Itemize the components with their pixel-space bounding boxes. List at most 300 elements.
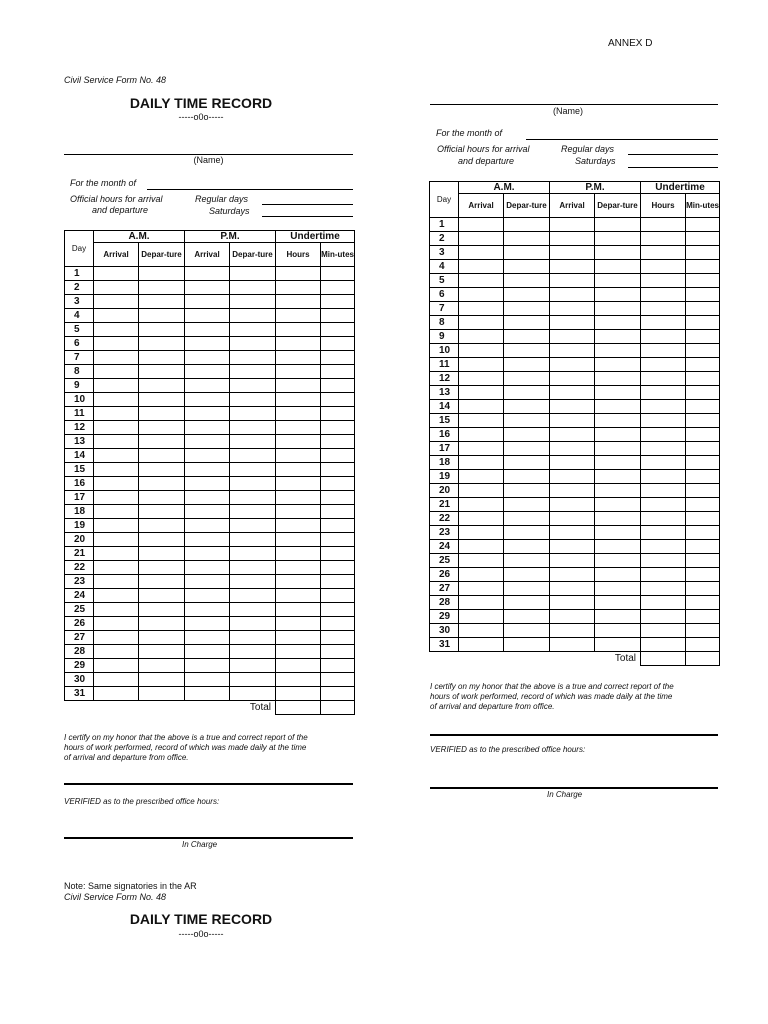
pm-arrival-cell — [185, 351, 230, 365]
am-departure-cell — [139, 673, 185, 687]
undertime-hours-cell — [641, 372, 686, 386]
day-row — [65, 645, 355, 659]
pm-arrival-cell — [550, 344, 595, 358]
pm-departure-cell — [595, 302, 641, 316]
pm-arrival-cell — [550, 218, 595, 232]
am-arrival-cell — [459, 610, 504, 624]
am-arrival-cell — [459, 218, 504, 232]
am-departure-cell — [139, 561, 185, 575]
am-departure-cell — [139, 435, 185, 449]
am-departure-cell — [504, 624, 550, 638]
total-minutes-cell — [321, 701, 355, 715]
day-row — [65, 561, 355, 575]
undertime-hours-cell — [276, 547, 321, 561]
pm-arrival-cell — [185, 505, 230, 519]
pm-arrival-cell — [185, 589, 230, 603]
undertime-hours-cell — [641, 428, 686, 442]
day-number: 12 — [430, 372, 459, 386]
undertime-minutes-cell — [321, 365, 355, 379]
am-departure-cell — [504, 638, 550, 652]
day-row — [65, 337, 355, 351]
day-number: 15 — [65, 463, 94, 477]
employee-signature-line-right — [430, 734, 718, 736]
am-departure-cell — [139, 631, 185, 645]
day-number: 15 — [430, 414, 459, 428]
pm-departure-cell — [595, 596, 641, 610]
undertime-hours-cell — [641, 386, 686, 400]
undertime-hours-cell — [641, 624, 686, 638]
pm-departure-cell — [230, 449, 276, 463]
undertime-minutes-cell — [686, 288, 720, 302]
pm-arrival-cell — [185, 533, 230, 547]
day-row — [430, 554, 720, 568]
undertime-hours-cell — [276, 519, 321, 533]
regular-days-label: Regular days — [195, 194, 249, 204]
am-arrival-cell — [94, 351, 139, 365]
day-row — [65, 519, 355, 533]
pm-arrival-cell — [185, 435, 230, 449]
am-arrival-cell — [459, 638, 504, 652]
official-hours-label-right: Official hours for arrival — [437, 144, 530, 154]
am-departure-cell — [504, 372, 550, 386]
am-arrival-cell — [94, 435, 139, 449]
certification-line-3-right: of arrival and departure from office. — [430, 702, 555, 711]
undertime-minutes-cell — [686, 568, 720, 582]
undertime-hours-cell — [276, 533, 321, 547]
am-arrival-cell — [94, 281, 139, 295]
pm-arrival-cell — [550, 596, 595, 610]
pm-departure-cell — [230, 687, 276, 701]
undertime-hours-cell — [276, 617, 321, 631]
certification-line-2-right: hours of work performed, record of which was made daily at the time — [430, 692, 673, 701]
am-arrival-cell — [459, 232, 504, 246]
undertime-minutes-cell — [686, 260, 720, 274]
day-number: 28 — [430, 596, 459, 610]
am-departure-cell — [504, 316, 550, 330]
am-header: A.M. — [94, 231, 185, 243]
day-row — [65, 617, 355, 631]
am-arrival-cell — [459, 554, 504, 568]
day-row — [65, 309, 355, 323]
am-arrival-cell — [94, 323, 139, 337]
day-row — [430, 358, 720, 372]
am-departure-cell — [504, 554, 550, 568]
day-number: 27 — [65, 631, 94, 645]
day-row — [65, 421, 355, 435]
am-arrival-cell — [459, 484, 504, 498]
pm-arrival-cell — [550, 260, 595, 274]
am-arrival-cell — [94, 267, 139, 281]
undertime-hours-cell — [641, 400, 686, 414]
am-departure-cell — [504, 512, 550, 526]
day-header: Day — [430, 182, 459, 218]
undertime-minutes-cell — [321, 645, 355, 659]
day-number: 30 — [65, 673, 94, 687]
undertime-minutes-cell — [321, 435, 355, 449]
certification-line-1: I certify on my honor that the above is a true and correct report of the — [64, 733, 308, 742]
am-arrival-cell — [459, 302, 504, 316]
name-label: (Name) — [193, 155, 224, 165]
day-number: 21 — [430, 498, 459, 512]
pm-arrival-cell — [185, 323, 230, 337]
undertime-minutes-cell — [321, 491, 355, 505]
pm-departure-cell — [595, 428, 641, 442]
am-arrival-cell — [459, 456, 504, 470]
day-row — [65, 477, 355, 491]
undertime-minutes-cell — [321, 687, 355, 701]
am-arrival-cell — [459, 526, 504, 540]
undertime-minutes-cell — [686, 232, 720, 246]
undertime-minutes-cell — [686, 498, 720, 512]
am-departure-cell — [139, 519, 185, 533]
pm-departure-header: Depar-ture — [230, 243, 276, 267]
undertime-hours-cell — [641, 638, 686, 652]
am-departure-cell — [504, 526, 550, 540]
pm-departure-cell — [230, 561, 276, 575]
undertime-hours-cell — [641, 330, 686, 344]
pm-arrival-header: Arrival — [185, 243, 230, 267]
day-number: 18 — [65, 505, 94, 519]
day-row — [430, 274, 720, 288]
minutes-header: Min-utes — [321, 243, 355, 267]
am-departure-header: Depar-ture — [139, 243, 185, 267]
day-number: 9 — [65, 379, 94, 393]
undertime-hours-cell — [276, 337, 321, 351]
undertime-hours-cell — [641, 260, 686, 274]
am-arrival-cell — [459, 372, 504, 386]
saturdays-line — [262, 216, 353, 217]
undertime-hours-cell — [276, 449, 321, 463]
am-departure-cell — [504, 358, 550, 372]
pm-arrival-cell — [550, 568, 595, 582]
day-number: 23 — [65, 575, 94, 589]
am-departure-cell — [139, 617, 185, 631]
undertime-hours-cell — [276, 687, 321, 701]
day-number: 7 — [430, 302, 459, 316]
undertime-minutes-cell — [321, 477, 355, 491]
name-line-right — [430, 104, 718, 105]
undertime-minutes-cell — [686, 554, 720, 568]
total-label: Total — [614, 653, 637, 665]
day-number: 26 — [430, 568, 459, 582]
undertime-hours-cell — [641, 302, 686, 316]
official-hours-label: Official hours for arrival — [70, 194, 163, 204]
undertime-minutes-cell — [321, 505, 355, 519]
pm-arrival-cell — [185, 365, 230, 379]
undertime-minutes-cell — [686, 218, 720, 232]
am-departure-cell — [139, 407, 185, 421]
undertime-hours-cell — [276, 351, 321, 365]
pm-arrival-cell — [185, 617, 230, 631]
am-arrival-cell — [94, 659, 139, 673]
pm-departure-cell — [595, 540, 641, 554]
day-number: 4 — [430, 260, 459, 274]
undertime-minutes-cell — [686, 316, 720, 330]
pm-departure-cell — [230, 505, 276, 519]
undertime-minutes-cell — [321, 561, 355, 575]
am-departure-cell — [504, 596, 550, 610]
pm-departure-cell — [230, 463, 276, 477]
pm-departure-cell — [230, 575, 276, 589]
am-departure-cell — [139, 477, 185, 491]
day-number: 11 — [65, 407, 94, 421]
day-number: 4 — [65, 309, 94, 323]
form-number: Civil Service Form No. 48 — [64, 75, 167, 85]
am-departure-cell — [139, 323, 185, 337]
pm-departure-cell — [595, 526, 641, 540]
undertime-hours-cell — [641, 540, 686, 554]
day-row — [65, 351, 355, 365]
day-number: 12 — [65, 421, 94, 435]
am-departure-cell — [504, 610, 550, 624]
am-departure-cell — [504, 442, 550, 456]
am-departure-cell — [504, 232, 550, 246]
am-arrival-cell — [459, 568, 504, 582]
undertime-hours-cell — [276, 659, 321, 673]
pm-departure-cell — [595, 610, 641, 624]
pm-arrival-header: Arrival — [550, 194, 595, 218]
pm-arrival-cell — [185, 519, 230, 533]
undertime-hours-cell — [276, 421, 321, 435]
day-number: 22 — [430, 512, 459, 526]
am-departure-cell — [139, 379, 185, 393]
minutes-header: Min-utes — [686, 194, 720, 218]
am-departure-cell — [139, 603, 185, 617]
regular-days-line — [262, 204, 353, 205]
day-header: Day — [65, 231, 94, 267]
undertime-minutes-cell — [321, 351, 355, 365]
undertime-minutes-cell — [686, 246, 720, 260]
am-departure-cell — [139, 309, 185, 323]
undertime-hours-cell — [641, 218, 686, 232]
day-row — [430, 624, 720, 638]
day-number: 29 — [65, 659, 94, 673]
day-number: 10 — [430, 344, 459, 358]
undertime-hours-cell — [276, 393, 321, 407]
undertime-minutes-cell — [686, 344, 720, 358]
pm-departure-cell — [595, 554, 641, 568]
pm-arrival-cell — [185, 281, 230, 295]
am-header: A.M. — [459, 182, 550, 194]
day-row — [65, 631, 355, 645]
day-number: 14 — [430, 400, 459, 414]
saturdays-line-right — [628, 167, 718, 168]
day-row — [430, 386, 720, 400]
undertime-minutes-cell — [686, 372, 720, 386]
undertime-hours-cell — [276, 309, 321, 323]
pm-arrival-cell — [550, 274, 595, 288]
am-departure-cell — [504, 218, 550, 232]
undertime-minutes-cell — [321, 323, 355, 337]
day-number: 28 — [65, 645, 94, 659]
am-arrival-cell — [459, 260, 504, 274]
day-row — [65, 393, 355, 407]
pm-arrival-cell — [185, 309, 230, 323]
day-row — [430, 498, 720, 512]
day-row — [65, 407, 355, 421]
pm-arrival-cell — [185, 463, 230, 477]
am-departure-cell — [139, 589, 185, 603]
day-row — [65, 589, 355, 603]
undertime-minutes-cell — [686, 330, 720, 344]
undertime-hours-cell — [641, 232, 686, 246]
undertime-minutes-cell — [686, 428, 720, 442]
total-hours-cell — [641, 652, 686, 666]
pm-departure-cell — [595, 470, 641, 484]
undertime-hours-cell — [276, 323, 321, 337]
pm-departure-cell — [230, 309, 276, 323]
undertime-hours-cell — [276, 365, 321, 379]
total-hours-cell — [276, 701, 321, 715]
day-row — [65, 267, 355, 281]
undertime-minutes-cell — [321, 631, 355, 645]
day-number: 13 — [65, 435, 94, 449]
undertime-minutes-cell — [686, 456, 720, 470]
day-row — [430, 470, 720, 484]
employee-signature-line — [64, 783, 353, 785]
certification-line-3: of arrival and departure from office. — [64, 753, 189, 762]
saturdays-label: Saturdays — [209, 206, 250, 216]
pm-departure-cell — [595, 274, 641, 288]
pm-departure-cell — [230, 295, 276, 309]
undertime-hours-cell — [641, 442, 686, 456]
am-departure-cell — [504, 330, 550, 344]
am-departure-cell — [504, 414, 550, 428]
day-number: 19 — [430, 470, 459, 484]
day-row — [430, 414, 720, 428]
day-number: 7 — [65, 351, 94, 365]
undertime-minutes-cell — [686, 596, 720, 610]
pm-arrival-cell — [550, 288, 595, 302]
pm-departure-cell — [595, 386, 641, 400]
day-row — [430, 372, 720, 386]
day-number: 3 — [65, 295, 94, 309]
am-departure-cell — [139, 421, 185, 435]
undertime-minutes-cell — [686, 470, 720, 484]
pm-arrival-cell — [185, 631, 230, 645]
undertime-minutes-cell — [321, 547, 355, 561]
pm-arrival-cell — [550, 638, 595, 652]
day-number: 9 — [430, 330, 459, 344]
hours-header: Hours — [276, 243, 321, 267]
month-label: For the month of — [70, 178, 137, 188]
undertime-minutes-cell — [686, 512, 720, 526]
verified-label-right: VERIFIED as to the prescribed office hours: — [430, 745, 586, 754]
undertime-hours-cell — [641, 512, 686, 526]
undertime-hours-cell — [276, 477, 321, 491]
am-departure-cell — [139, 463, 185, 477]
day-number: 6 — [430, 288, 459, 302]
total-minutes-cell — [686, 652, 720, 666]
undertime-minutes-cell — [686, 610, 720, 624]
day-row — [65, 575, 355, 589]
undertime-hours-cell — [641, 358, 686, 372]
undertime-hours-cell — [641, 316, 686, 330]
pm-departure-cell — [595, 512, 641, 526]
day-number: 20 — [430, 484, 459, 498]
pm-departure-header: Depar-ture — [595, 194, 641, 218]
pm-arrival-cell — [185, 379, 230, 393]
day-number: 19 — [65, 519, 94, 533]
am-arrival-cell — [94, 603, 139, 617]
undertime-hours-cell — [276, 281, 321, 295]
annex-label: ANNEX D — [608, 38, 653, 49]
day-row — [65, 491, 355, 505]
pm-arrival-cell — [550, 358, 595, 372]
am-departure-cell — [504, 344, 550, 358]
day-row — [430, 428, 720, 442]
pm-arrival-cell — [185, 687, 230, 701]
day-number: 14 — [65, 449, 94, 463]
day-row — [430, 638, 720, 652]
am-departure-header: Depar-ture — [504, 194, 550, 218]
day-number: 13 — [430, 386, 459, 400]
day-row — [65, 281, 355, 295]
pm-departure-cell — [595, 400, 641, 414]
am-arrival-cell — [94, 379, 139, 393]
am-departure-cell — [139, 533, 185, 547]
undertime-hours-cell — [641, 470, 686, 484]
undertime-hours-cell — [641, 344, 686, 358]
pm-departure-cell — [595, 456, 641, 470]
am-arrival-cell — [94, 589, 139, 603]
am-departure-cell — [504, 400, 550, 414]
day-number: 30 — [430, 624, 459, 638]
am-arrival-cell — [459, 246, 504, 260]
am-departure-cell — [504, 498, 550, 512]
am-arrival-cell — [459, 428, 504, 442]
day-number: 10 — [65, 393, 94, 407]
day-number: 16 — [430, 428, 459, 442]
pm-departure-cell — [230, 281, 276, 295]
note-text: Note: Same signatories in the AR — [64, 881, 197, 891]
day-row — [430, 596, 720, 610]
name-label-right: (Name) — [552, 106, 583, 116]
pm-departure-cell — [230, 547, 276, 561]
am-departure-cell — [504, 302, 550, 316]
day-row — [65, 673, 355, 687]
pm-departure-cell — [595, 568, 641, 582]
pm-arrival-cell — [550, 456, 595, 470]
day-row — [430, 526, 720, 540]
pm-arrival-cell — [185, 393, 230, 407]
am-departure-cell — [139, 365, 185, 379]
saturdays-label-right: Saturdays — [575, 156, 616, 166]
day-number: 22 — [65, 561, 94, 575]
pm-arrival-cell — [550, 498, 595, 512]
day-number: 3 — [430, 246, 459, 260]
am-departure-cell — [139, 337, 185, 351]
day-row — [65, 365, 355, 379]
in-charge-label-right: In Charge — [547, 790, 583, 799]
am-arrival-cell — [459, 288, 504, 302]
am-departure-cell — [139, 575, 185, 589]
pm-arrival-cell — [550, 316, 595, 330]
pm-arrival-cell — [550, 582, 595, 596]
undertime-minutes-cell — [321, 379, 355, 393]
month-label-right: For the month of — [436, 128, 503, 138]
am-arrival-cell — [94, 617, 139, 631]
day-number: 18 — [430, 456, 459, 470]
am-departure-cell — [139, 393, 185, 407]
undertime-minutes-cell — [321, 617, 355, 631]
pm-departure-cell — [595, 358, 641, 372]
day-number: 31 — [430, 638, 459, 652]
am-departure-cell — [504, 386, 550, 400]
undertime-hours-cell — [641, 610, 686, 624]
am-arrival-cell — [94, 547, 139, 561]
day-number: 31 — [65, 687, 94, 701]
